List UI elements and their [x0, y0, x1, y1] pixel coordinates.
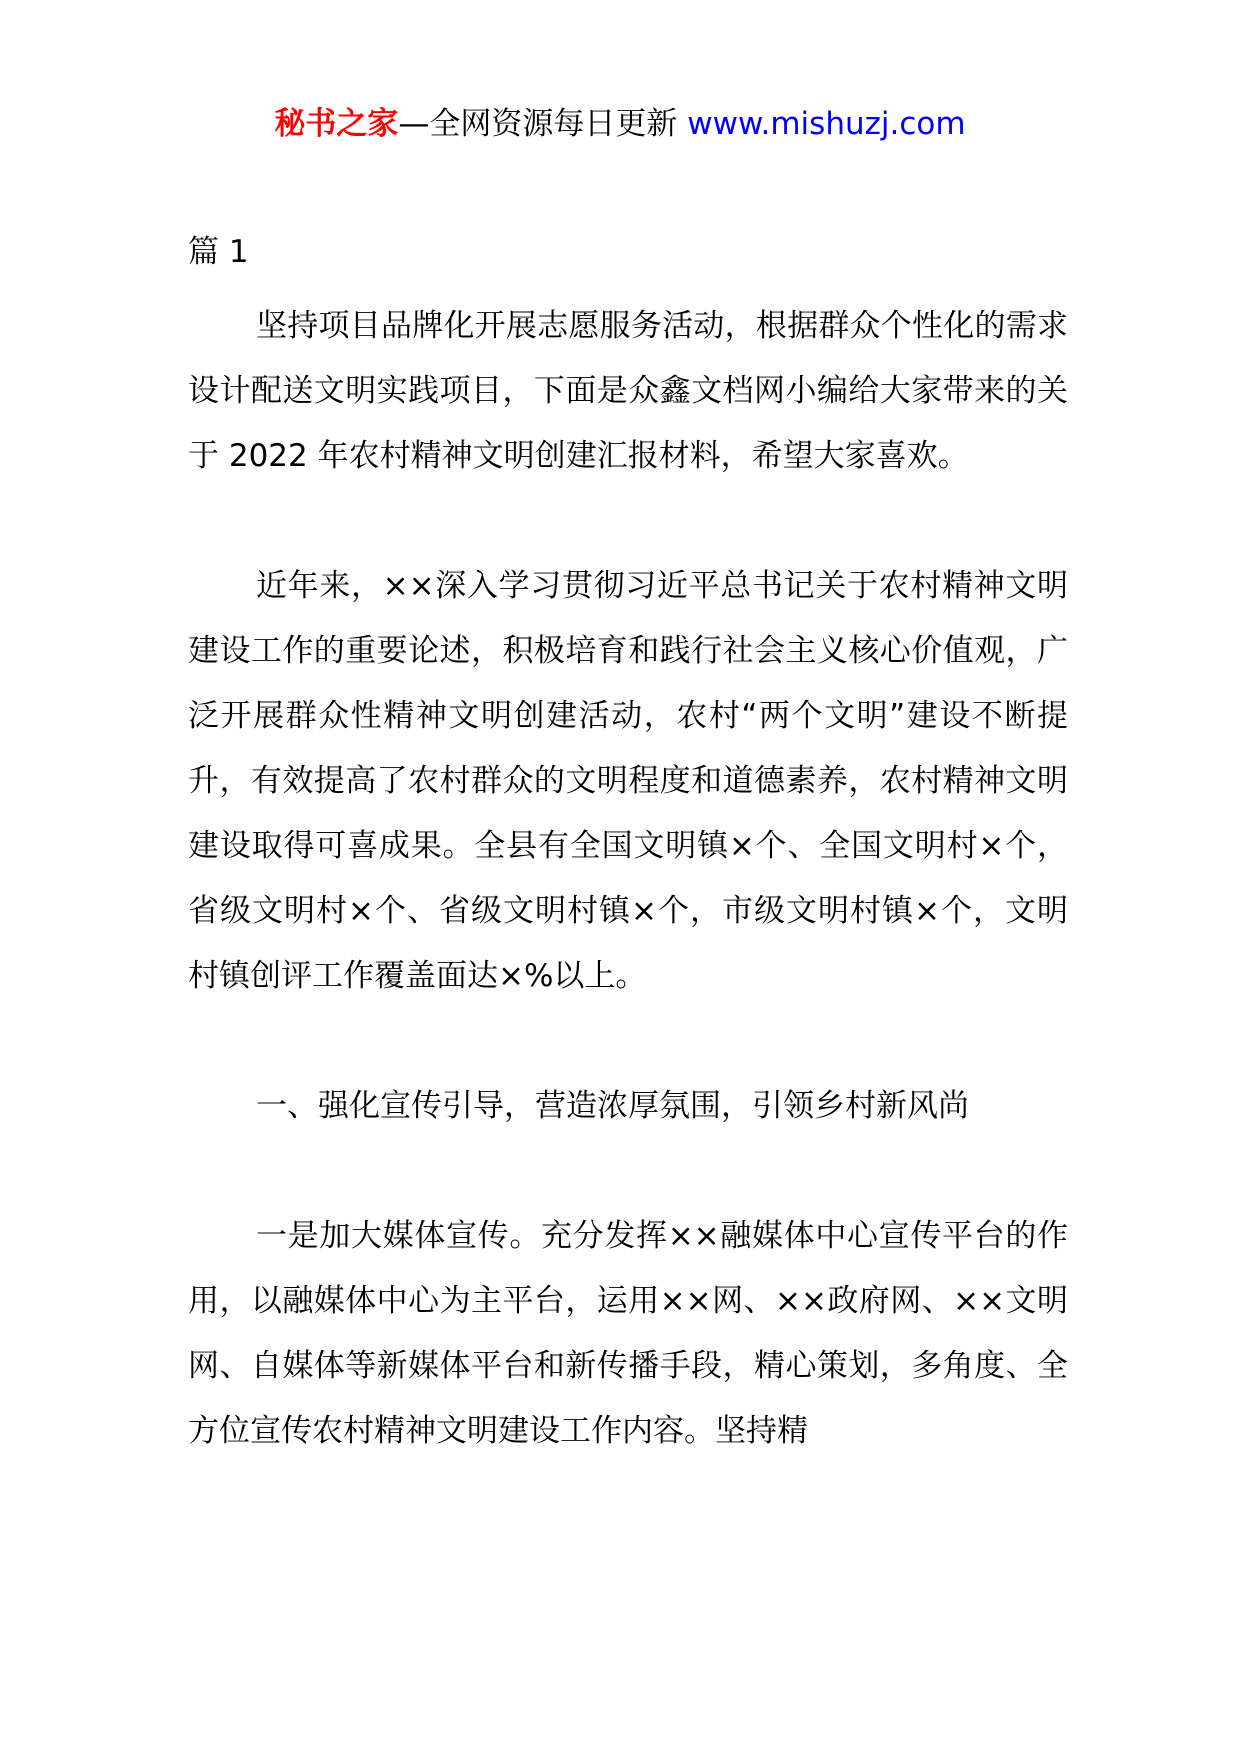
header-tagline: —全网资源每日更新 [398, 106, 688, 142]
site-url-link[interactable]: www.mishuzj.com [687, 106, 966, 142]
document-body [188, 232, 1068, 1464]
page-header [0, 104, 1240, 144]
brand-name: 秘书之家 [274, 106, 399, 142]
intro-paragraph: 坚持项目品牌化开展志愿服务活动，根据群众个性化的需求设计配送文明实践项目，下面是众鑫文档网小编给大家带来的关于 2022 年农村精神文明创建汇报材料，希望大家喜欢。 [188, 308, 1068, 474]
media-paragraph: 一是加大媒体宣传。充分发挥××融媒体中心宣传平台的作用，以融媒体中心为主平台，运用××网、××政府网、××文明网、自媒体等新媒体平台和新传播手段，精心策划，多角度、全方位宣传农村精神文明建设工作内容。坚持精 [188, 1218, 1068, 1449]
overview-paragraph: 近年来，××深入学习贯彻习近平总书记关于农村精神文明建设工作的重要论述，积极培育和践行社会主义核心价值观，广泛开展群众性精神文明创建活动，农村“两个文明”建设不断提升，有效提高了农村群众的文明程度和道德素养，农村精神文明建设取得可喜成果。全县有全国文明镇×个、全国文明村×个，省级文明村×个、省级文明村镇×个，市级文明村镇×个，文明村镇创评工作覆盖面达×%以上。 [188, 568, 1068, 994]
section-label: 篇 1 [188, 234, 249, 270]
section-heading: 一、强化宣传引导，营造浓厚氛围，引领乡村新风尚 [256, 1088, 969, 1124]
